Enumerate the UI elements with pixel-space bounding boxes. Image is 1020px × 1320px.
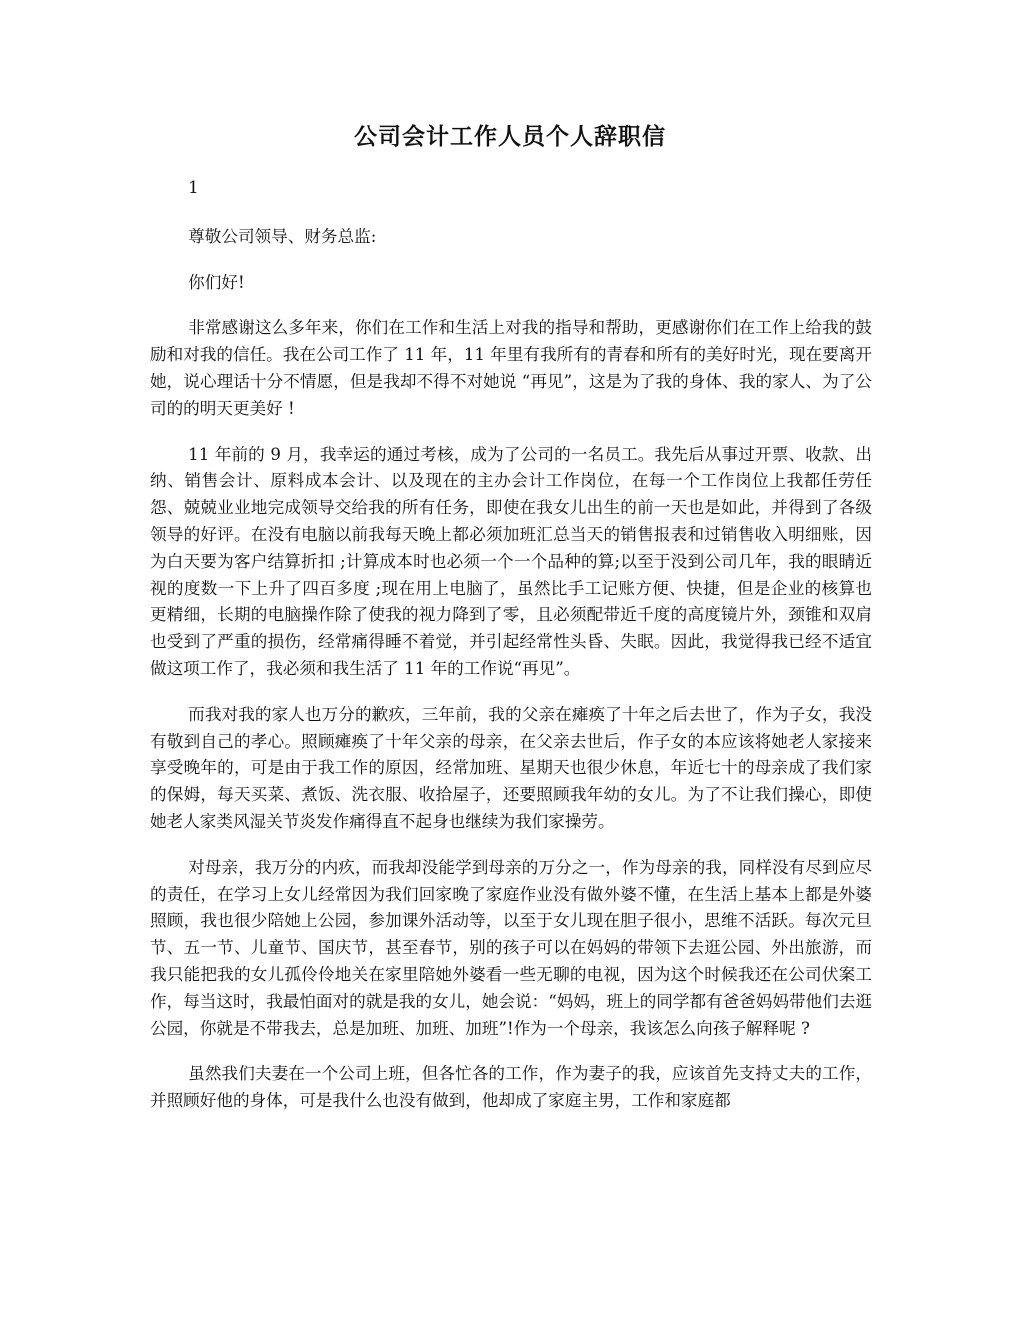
letter-body: [150, 175, 872, 1134]
paragraph: 非常感谢这么多年来，你们在工作和生活上对我的指导和帮助，更感谢你们在工作上给我的鼓励和对我的信任。我在公司工作了 11 年，11 年里有我所有的青春和所有的美好时光，现在要离开她，说心理话十分不情愿，但是我却不得不对她说 “再见”，这是为了我的身体、我的家人、为了公司的的明天更美好 !: [150, 318, 872, 418]
paragraph: 而我对我的家人也万分的歉疚，三年前，我的父亲在瘫痪了十年之后去世了，作为子女，我没有敬到自己的孝心。照顾瘫痪了十年父亲的母亲，在父亲去世后，作子女的本应该将她老人家接来享受晚年的，可是由于我工作的原因，经常加班、星期天也很少休息，年近七十的母亲成了我们家的保姆，每天买菜、煮饭、洗衣服、收拾屋子，还要照顾我年幼的女儿。为了不让我们操心，即使她老人家类风湿关节炎发作痛得直不起身也继续为我们家操劳。: [150, 704, 872, 831]
page-number: 1: [188, 178, 199, 197]
document-title: 公司会计工作人员个人辞职信: [354, 123, 666, 150]
greeting: 你们好!: [188, 272, 245, 292]
paragraph: 11 年前的 9 月，我幸运的通过考核，成为了公司的一名员工。我先后从事过开票、收款、出纳、销售会计、原料成本会计、以及现在的主办会计工作岗位，在每一个工作岗位上我都任劳任怨、兢兢业业地完成领导交给我的所有任务，即使在我女儿出生的前一天也是如此，并得到了各级领导的好评。在没有电脑以前我每天晚上都必须加班汇总当天的销售报表和过销售收入明细账，因为白天要为客户结算折扣 ;计算成本时也必须一个一个品种的算;以至于没到公司几年，我的眼睛近视的度数一下上升了四百多度 ;现在用上电脑了，虽然比手工记账方便、快捷，但是企业的核算也更精细，长期的电脑操作除了使我的视力降到了零，且必须配带近千度的高度镜片外，颈锥和双肩也受到了严重的损伤，经常痛得睡不着觉，并引起经常性头昏、失眠。因此，我觉得我已经不适宜做这项工作了，我必须和我生活了 11 年的工作说“再见”。: [150, 444, 872, 678]
paragraph: 虽然我们夫妻在一个公司上班，但各忙各的工作，作为妻子的我，应该首先支持丈夫的工作，并照顾好他的身体，可是我什么也没有做到，他却成了家庭主男，工作和家庭都: [150, 1064, 872, 1111]
paragraph: 对母亲，我万分的内疚，而我却没能学到母亲的万分之一，作为母亲的我，同样没有尽到应尽的责任，在学习上女儿经常因为我们回家晚了家庭作业没有做外婆不懂，在生活上基本上都是外婆照顾，我也很少陪她上公园，参加课外活动等，以至于女儿现在胆子很小，思维不活跃。每次元旦节、五一节、儿童节、国庆节，甚至春节，别的孩子可以在妈妈的带领下去逛公园、外出旅游，而我只能把我的女儿孤伶伶地关在家里陪她外婆看一些无聊的电视，因为这个时候我还在公司伏案工作，每当这时，我最怕面对的就是我的女儿，她会说：“妈妈，班上的同学都有爸爸妈妈带他们去逛公园，你就是不带我去，总是加班、加班、加班”!作为一个母亲，我该怎么向孩子解释呢 ?: [150, 857, 873, 1038]
salutation: 尊敬公司领导、财务总监:: [188, 226, 377, 246]
